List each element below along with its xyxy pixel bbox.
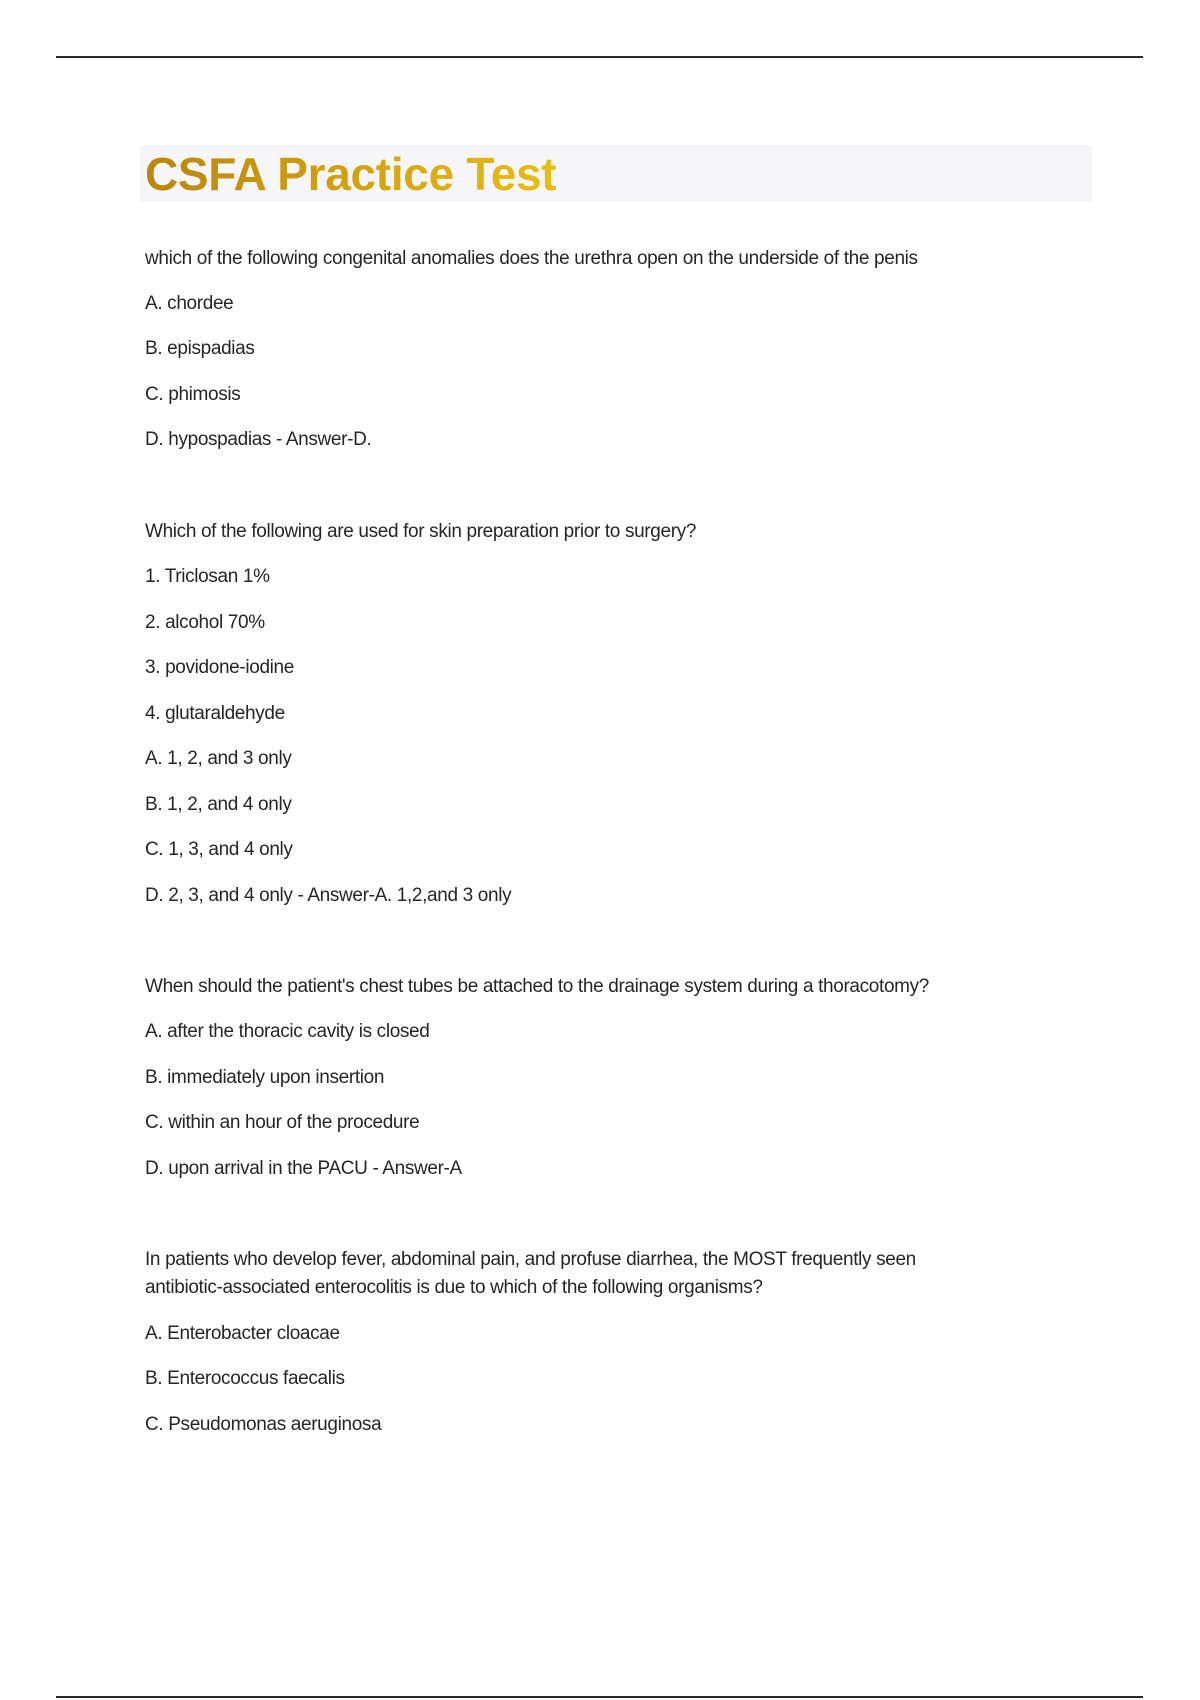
question-3-answer: D. upon arrival in the PACU - Answer-A — [145, 1158, 462, 1179]
question-2-option: A. 1, 2, and 3 only — [145, 748, 292, 769]
question-2-answer: D. 2, 3, and 4 only - Answer-A. 1,2,and 3 only — [145, 885, 512, 906]
question-4-text-line-2: antibiotic-associated enterocolitis is due to which of the following organisms? — [145, 1277, 763, 1298]
page-bottom-rule — [56, 1696, 1143, 1698]
question-1-answer: D. hypospadias - Answer-D. — [145, 429, 372, 450]
document-title: CSFA Practice Test — [145, 148, 557, 200]
question-4-option: A. Enterobacter cloacae — [145, 1323, 340, 1344]
question-2-item: 4. glutaraldehyde — [145, 703, 285, 724]
question-1-option: A. chordee — [145, 293, 234, 314]
question-2-option: B. 1, 2, and 4 only — [145, 794, 292, 815]
question-4-option: B. Enterococcus faecalis — [145, 1368, 345, 1389]
question-2-item: 3. povidone-iodine — [145, 657, 294, 678]
question-1-option: C. phimosis — [145, 384, 241, 405]
question-4-text-line-1: In patients who develop fever, abdominal pain, and profuse diarrhea, the MOST frequently seen — [145, 1249, 916, 1270]
question-3-option: A. after the thoracic cavity is closed — [145, 1021, 430, 1042]
question-2-item: 1. Triclosan 1% — [145, 566, 270, 587]
question-1-option: B. epispadias — [145, 338, 255, 359]
question-2-text: Which of the following are used for skin preparation prior to surgery? — [145, 521, 697, 542]
question-3-option: C. within an hour of the procedure — [145, 1112, 420, 1133]
question-4-option: C. Pseudomonas aeruginosa — [145, 1414, 382, 1435]
question-3-text: When should the patient's chest tubes be attached to the drainage system during a thoracotomy? — [145, 976, 930, 997]
page-top-rule — [56, 56, 1143, 58]
question-3-option: B. immediately upon insertion — [145, 1067, 385, 1088]
question-1-text: which of the following congenital anomalies does the urethra open on the underside of the penis — [145, 248, 918, 269]
question-2-item: 2. alcohol 70% — [145, 612, 265, 633]
question-2-option: C. 1, 3, and 4 only — [145, 839, 293, 860]
